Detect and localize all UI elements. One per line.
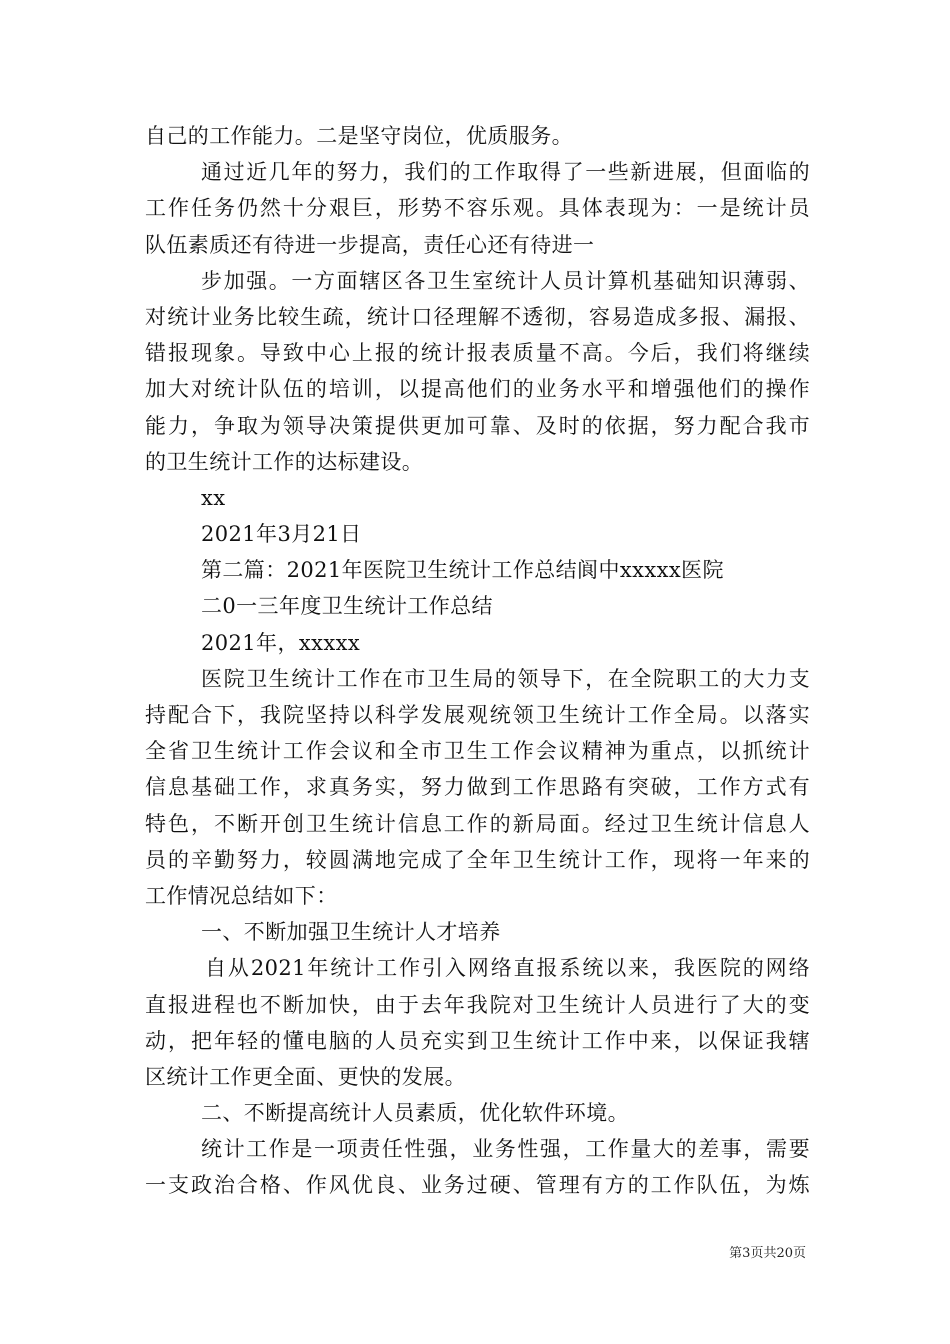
text-line: 对统计业务比较生疏，统计口径理解不透彻，容易造成多报、漏报、 [145,304,810,329]
page-number-footer: 第3页共20页 [729,1246,806,1261]
text-line: 加大对统计队伍的培训，以提高他们的业务水平和增强他们的操作 [145,377,810,402]
text-line: 一支政治合格、作风优良、业务过硬、管理有方的工作队伍，为炼 [145,1173,810,1198]
text-line: 队伍素质还有待进一步提高，责任心还有待进一 [145,232,595,257]
text-line: 自从2021年统计工作引入网络直报系统以来，我医院的网络 [205,956,810,981]
text-line: 动，把年轻的懂电脑的人员充实到卫生统计工作中来，以保证我辖 [145,1028,810,1053]
text-line: 统计工作是一项责任性强，业务性强，工作量大的差事，需要 [201,1137,810,1162]
document-body [145,118,810,1204]
text-line: 2021年3月21日 [201,522,362,547]
text-line: 步加强。一方面辖区各卫生室统计人员计算机基础知识薄弱、 [201,268,810,293]
text-line: 区统计工作更全面、更快的发展。 [145,1064,466,1089]
text-line: 自己的工作能力。二是坚守岗位，优质服务。 [145,124,573,148]
text-line: 的卫生统计工作的达标建设。 [145,449,424,474]
text-line: 工作情况总结如下： [145,883,338,908]
text-line: 持配合下，我院坚持以科学发展观统领卫生统计工作全局。以落实 [145,703,810,727]
text-line: 通过近几年的努力，我们的工作取得了一些新进展，但面临的 [201,160,810,185]
text-line: 员的辛勤努力，较圆满地完成了全年卫生统计工作，现将一年来的 [145,847,810,872]
text-line: 医院卫生统计工作在市卫生局的领导下，在全院职工的大力支 [201,666,810,691]
text-line: 二0一三年度卫生统计工作总结 [201,594,493,619]
text-line: xx [201,485,226,510]
text-line: 信息基础工作，求真务实，努力做到工作思路有突破，工作方式有 [145,775,810,800]
text-line: 工作任务仍然十分艰巨，形势不容乐观。具体表现为：一是统计员 [145,196,810,221]
text-line: 能力，争取为领导决策提供更加可靠、及时的依据，努力配合我市 [145,413,810,438]
text-line: 第二篇：2021年医院卫生统计工作总结阆中xxxxx医院 [201,558,724,583]
text-line: 全省卫生统计工作会议和全市卫生工作会议精神为重点，以抓统计 [145,739,810,764]
text-line: 特色，不断开创卫生统计信息工作的新局面。经过卫生统计信息人 [145,811,810,836]
text-line: 二、不断提高统计人员素质，优化软件环境。 [201,1101,629,1126]
text-line: 错报现象。导致中心上报的统计报表质量不高。今后，我们将继续 [145,341,810,366]
text-line: 直报进程也不断加快，由于去年我院对卫生统计人员进行了大的变 [145,992,810,1017]
text-line: 一、不断加强卫生统计人才培养 [201,920,501,945]
text-line: 2021年，xxxxx [201,630,361,655]
